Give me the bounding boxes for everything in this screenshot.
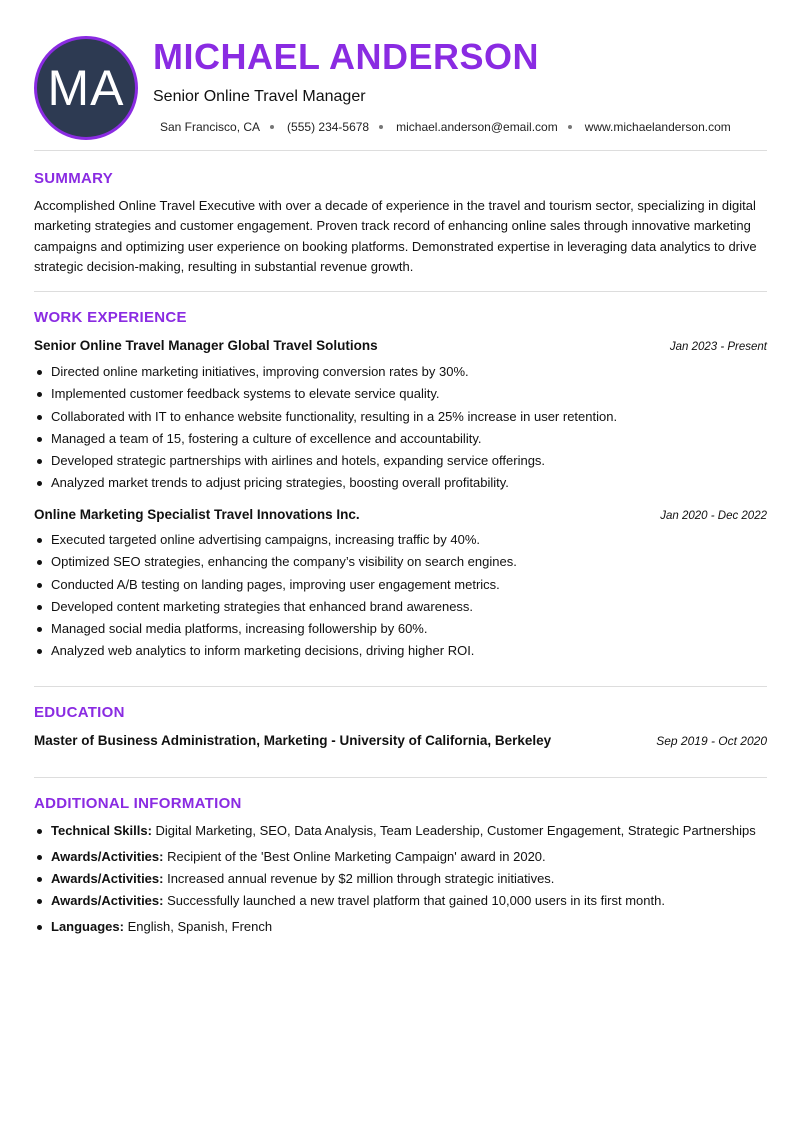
- separator-dot-icon: [379, 125, 383, 129]
- list-item: Developed content marketing strategies that enhanced brand awareness.: [34, 598, 767, 620]
- education-heading: EDUCATION: [34, 704, 125, 721]
- list-item: Directed online marketing initiatives, improving conversion rates by 30%.: [34, 363, 767, 385]
- list-item: Collaborated with IT to enhance website functionality, resulting in a 25% increase in user retention.: [34, 408, 767, 430]
- item-text: Digital Marketing, SEO, Data Analysis, Team Leadership, Customer Engagement, Strategic Partnerships: [151, 823, 756, 838]
- avatar-initials: MA: [47, 60, 125, 116]
- item-label: Languages:: [51, 919, 124, 934]
- education-degree: Master of Business Administration, Marketing - University of California, Berkeley: [34, 733, 552, 748]
- job-header: [34, 507, 767, 522]
- avatar: [34, 36, 138, 140]
- list-item: [34, 848, 774, 870]
- contact-location: San Francisco, CA: [160, 120, 261, 134]
- additional-list: [34, 822, 774, 940]
- list-item: Analyzed web analytics to inform marketing decisions, driving higher ROI.: [34, 642, 767, 664]
- divider: [34, 777, 767, 778]
- experience-heading: WORK EXPERIENCE: [34, 309, 187, 326]
- job-dates: Jan 2020 - Dec 2022: [660, 510, 767, 522]
- job-header: [34, 338, 767, 353]
- list-item: Developed strategic partnerships with airlines and hotels, expanding service offerings.: [34, 452, 767, 474]
- education-dates: Sep 2019 - Oct 2020: [656, 734, 767, 748]
- job-dates: Jan 2023 - Present: [669, 341, 767, 353]
- contact-email[interactable]: michael.anderson@email.com: [396, 120, 558, 134]
- list-item: Executed targeted online advertising campaigns, increasing traffic by 40%.: [34, 531, 767, 553]
- divider: [34, 686, 767, 687]
- item-text: Increased annual revenue by $2 million through strategic initiatives.: [163, 871, 555, 886]
- contact-website[interactable]: www.michaelanderson.com: [584, 120, 731, 134]
- contact-bar: [160, 120, 731, 134]
- item-label: Awards/Activities:: [51, 893, 164, 908]
- separator-dot-icon: [270, 125, 274, 129]
- contact-phone: (555) 234-5678: [287, 120, 370, 134]
- separator-dot-icon: [568, 125, 572, 129]
- list-item: Managed a team of 15, fostering a culture of excellence and accountability.: [34, 430, 767, 452]
- summary-text: Accomplished Online Travel Executive with over a decade of experience in the travel and tourism sector, specializing in digital marketing strategies and customer engagement. Proven track record of enhancing online sales through innovative marketing campaigns and optimizing user experience on booking platforms. Demonstrated expertise in leveraging data analytics to drive strategic decision-making, resulting in substantial revenue growth.: [34, 198, 757, 274]
- job-role: Online Marketing Specialist Travel Innovations Inc.: [34, 507, 360, 522]
- list-item: [34, 870, 774, 892]
- summary-heading: SUMMARY: [34, 170, 114, 187]
- item-label: Awards/Activities:: [51, 849, 164, 864]
- job-bullets: [34, 531, 767, 665]
- list-item: Analyzed market trends to adjust pricing strategies, boosting overall profitability.: [34, 474, 767, 496]
- divider: [34, 291, 767, 292]
- divider: [34, 150, 767, 151]
- list-item: Managed social media platforms, increasing followership by 60%.: [34, 620, 767, 642]
- candidate-name: MICHAEL ANDERSON: [153, 36, 540, 77]
- list-item: [34, 892, 774, 918]
- list-item: Optimized SEO strategies, enhancing the company’s visibility on search engines.: [34, 553, 767, 575]
- candidate-title: Senior Online Travel Manager: [153, 88, 366, 105]
- item-label: Awards/Activities:: [51, 871, 164, 886]
- list-item: [34, 918, 774, 940]
- item-text: English, Spanish, French: [123, 919, 273, 934]
- education-entry: [34, 733, 767, 748]
- job-role: Senior Online Travel Manager Global Travel Solutions: [34, 338, 378, 353]
- job-bullets: [34, 363, 767, 497]
- list-item: Conducted A/B testing on landing pages, improving user engagement metrics.: [34, 576, 767, 598]
- list-item: Implemented customer feedback systems to elevate service quality.: [34, 385, 767, 407]
- item-text: Recipient of the 'Best Online Marketing Campaign' award in 2020.: [163, 849, 546, 864]
- additional-heading: ADDITIONAL INFORMATION: [34, 795, 242, 812]
- list-item: [34, 822, 774, 848]
- item-text: Successfully launched a new travel platform that gained 10,000 users in its first month.: [163, 893, 665, 908]
- item-label: Technical Skills:: [51, 823, 152, 838]
